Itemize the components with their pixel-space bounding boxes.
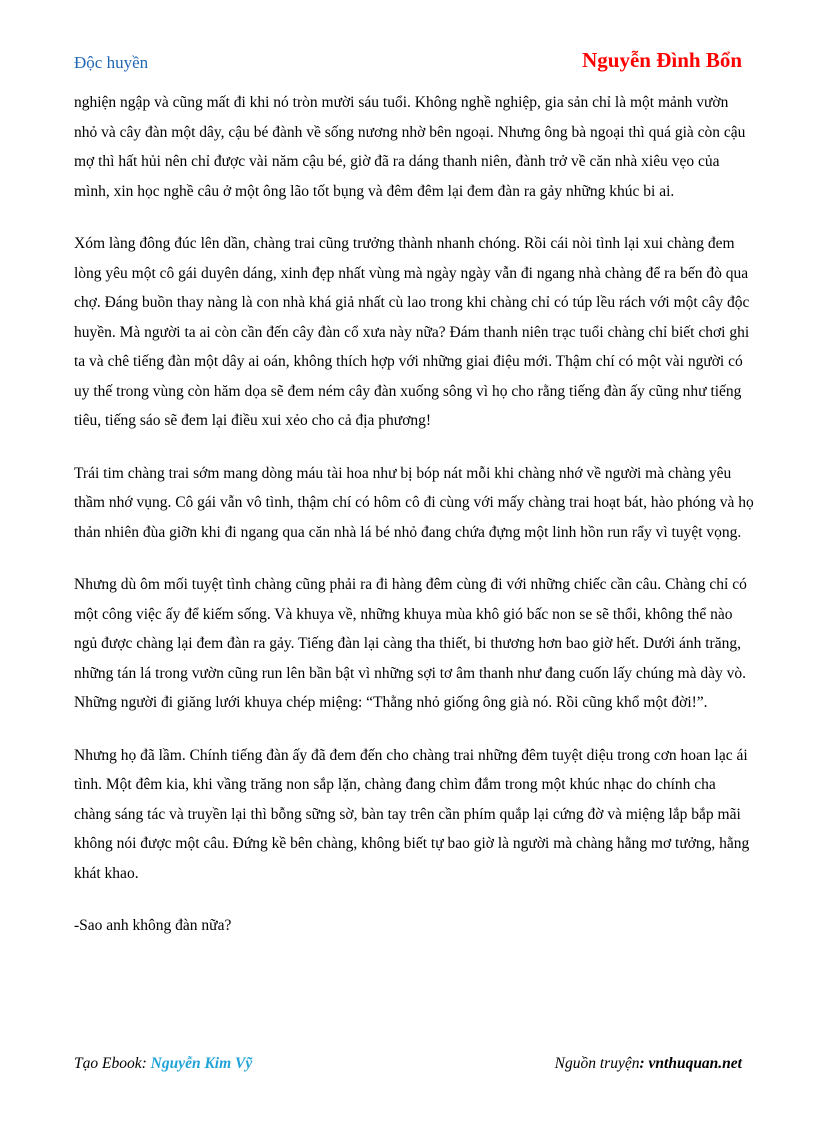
paragraph-3: Trái tim chàng trai sớm mang dòng máu tài hoa như bị bóp nát mỗi khi chàng nhớ về người mà chàng yêu thầm nhớ vụng. Cô gái vẫn vô tình, thậm chí có hôm cô đi cùng với mấy chàng trai hoạt bát, hào phóng và họ thản nhiên đùa giỡn khi đi ngang qua căn nhà lá bé nhỏ đang chứa đựng một linh hồn run rẩy vì tuyệt vọng. [74,464,754,541]
book-title: Độc huyền [74,53,149,72]
paragraph-4: Nhưng dù ôm mối tuyệt tình chàng cũng phải ra đi hàng đêm cùng đi với những chiếc cần câu. Chàng chỉ có một công việc ấy để kiếm sống. Và khuya về, những khuya mùa khô gió bấc non se sẽ thổi, không thể nào ngủ được chàng lại đem đàn ra gảy. Tiếng đàn lại càng tha thiết, bi thương hơn bao giờ hết. Dưới ánh trăng, những tán lá trong vườn cũng run lên bần bật vì những sợi tơ âm thanh như đang cuốn lấy chúng mà dày vò. Những người đi giăng lưới khuya chép miệng: “Thằng nhỏ giống ông già nó. Rồi cũng khổ một đời!”. [74,576,747,711]
page-footer [74,1055,742,1079]
paragraph-6: -Sao anh không đàn nữa? [74,917,232,934]
paragraph-5: Nhưng họ đã lầm. Chính tiếng đàn ấy đã đem đến cho chàng trai những đêm tuyệt diệu trong cơn hoan lạc ái tình. Một đêm kia, khi vầng trăng non sắp lặn, chàng đang chìm đắm trong một khúc nhạc do chính cha chàng sáng tác và truyền lại thì bỗng sững sờ, bàn tay trên cần phím quắp lại cứng đờ và miệng lắp bắp mãi không nói được một câu. Đứng kề bên chàng, không biết tự bao giờ là người mà chàng hằng mơ tưởng, hằng khát khao. [74,746,750,882]
ebook-creator-name: Nguyễn Kim Vỹ [150,1055,253,1072]
paragraph-1: nghiện ngập và cũng mất đi khi nó tròn mười sáu tuổi. Không nghề nghiệp, gia sản chỉ là một mảnh vườn nhỏ và cây đàn một dây, cậu bé đành về sống nương nhờ bên ngoại. Nhưng ông bà ngoại thì quá già còn cậu mợ thì hất hủi nên chỉ được vài năm cậu bé, giờ đã ra dáng thanh niên, đành trở về căn nhà xiêu vẹo của mình, xin học nghề câu ở một ông lão tốt bụng và đêm đêm lại đem đàn ra gảy những khúc bi ai. [74,94,746,200]
ebook-label: Tạo Ebook [74,1055,142,1072]
source-site: vnthuquan.net [648,1055,742,1072]
source-credit: Nguồn truyện: vnthuquan.net [554,1055,742,1072]
page-header [74,48,742,76]
source-label: Nguồn truyện [554,1055,640,1072]
author-name: Nguyễn Đình Bổn [582,48,742,72]
paragraph-2: Xóm làng đông đúc lên dần, chàng trai cũng trưởng thành nhanh chóng. Rồi cái nòi tình lại xui chàng đem lòng yêu một cô gái duyên dáng, xinh đẹp nhất vùng mà ngày ngày vẫn đi ngang nhà chàng để ra bến đò qua chợ. Đáng buồn thay nàng là con nhà khá giả nhất cù lao trong khi chàng chỉ có túp lều rách với một cây độc huyền. Mà người ta ai còn cần đến cây đàn cổ xưa này nữa? Đám thanh niên trạc tuổi chàng chỉ biết chơi ghi ta và chê tiếng đàn một dây ai oán, không thích hợp với những giai điệu mới. Thậm chí có một vài người có uy thế trong vùng còn hăm dọa sẽ đem ném cây đàn xuống sông vì họ cho rằng tiếng đàn ấy cũng như tiếng tiêu, tiếng sáo sẽ đem lại điều xui xẻo cho cả địa phương! [74,235,750,429]
story-body [74,88,754,964]
ebook-credit: Tạo Ebook: Nguyễn Kim Vỹ [74,1055,253,1072]
